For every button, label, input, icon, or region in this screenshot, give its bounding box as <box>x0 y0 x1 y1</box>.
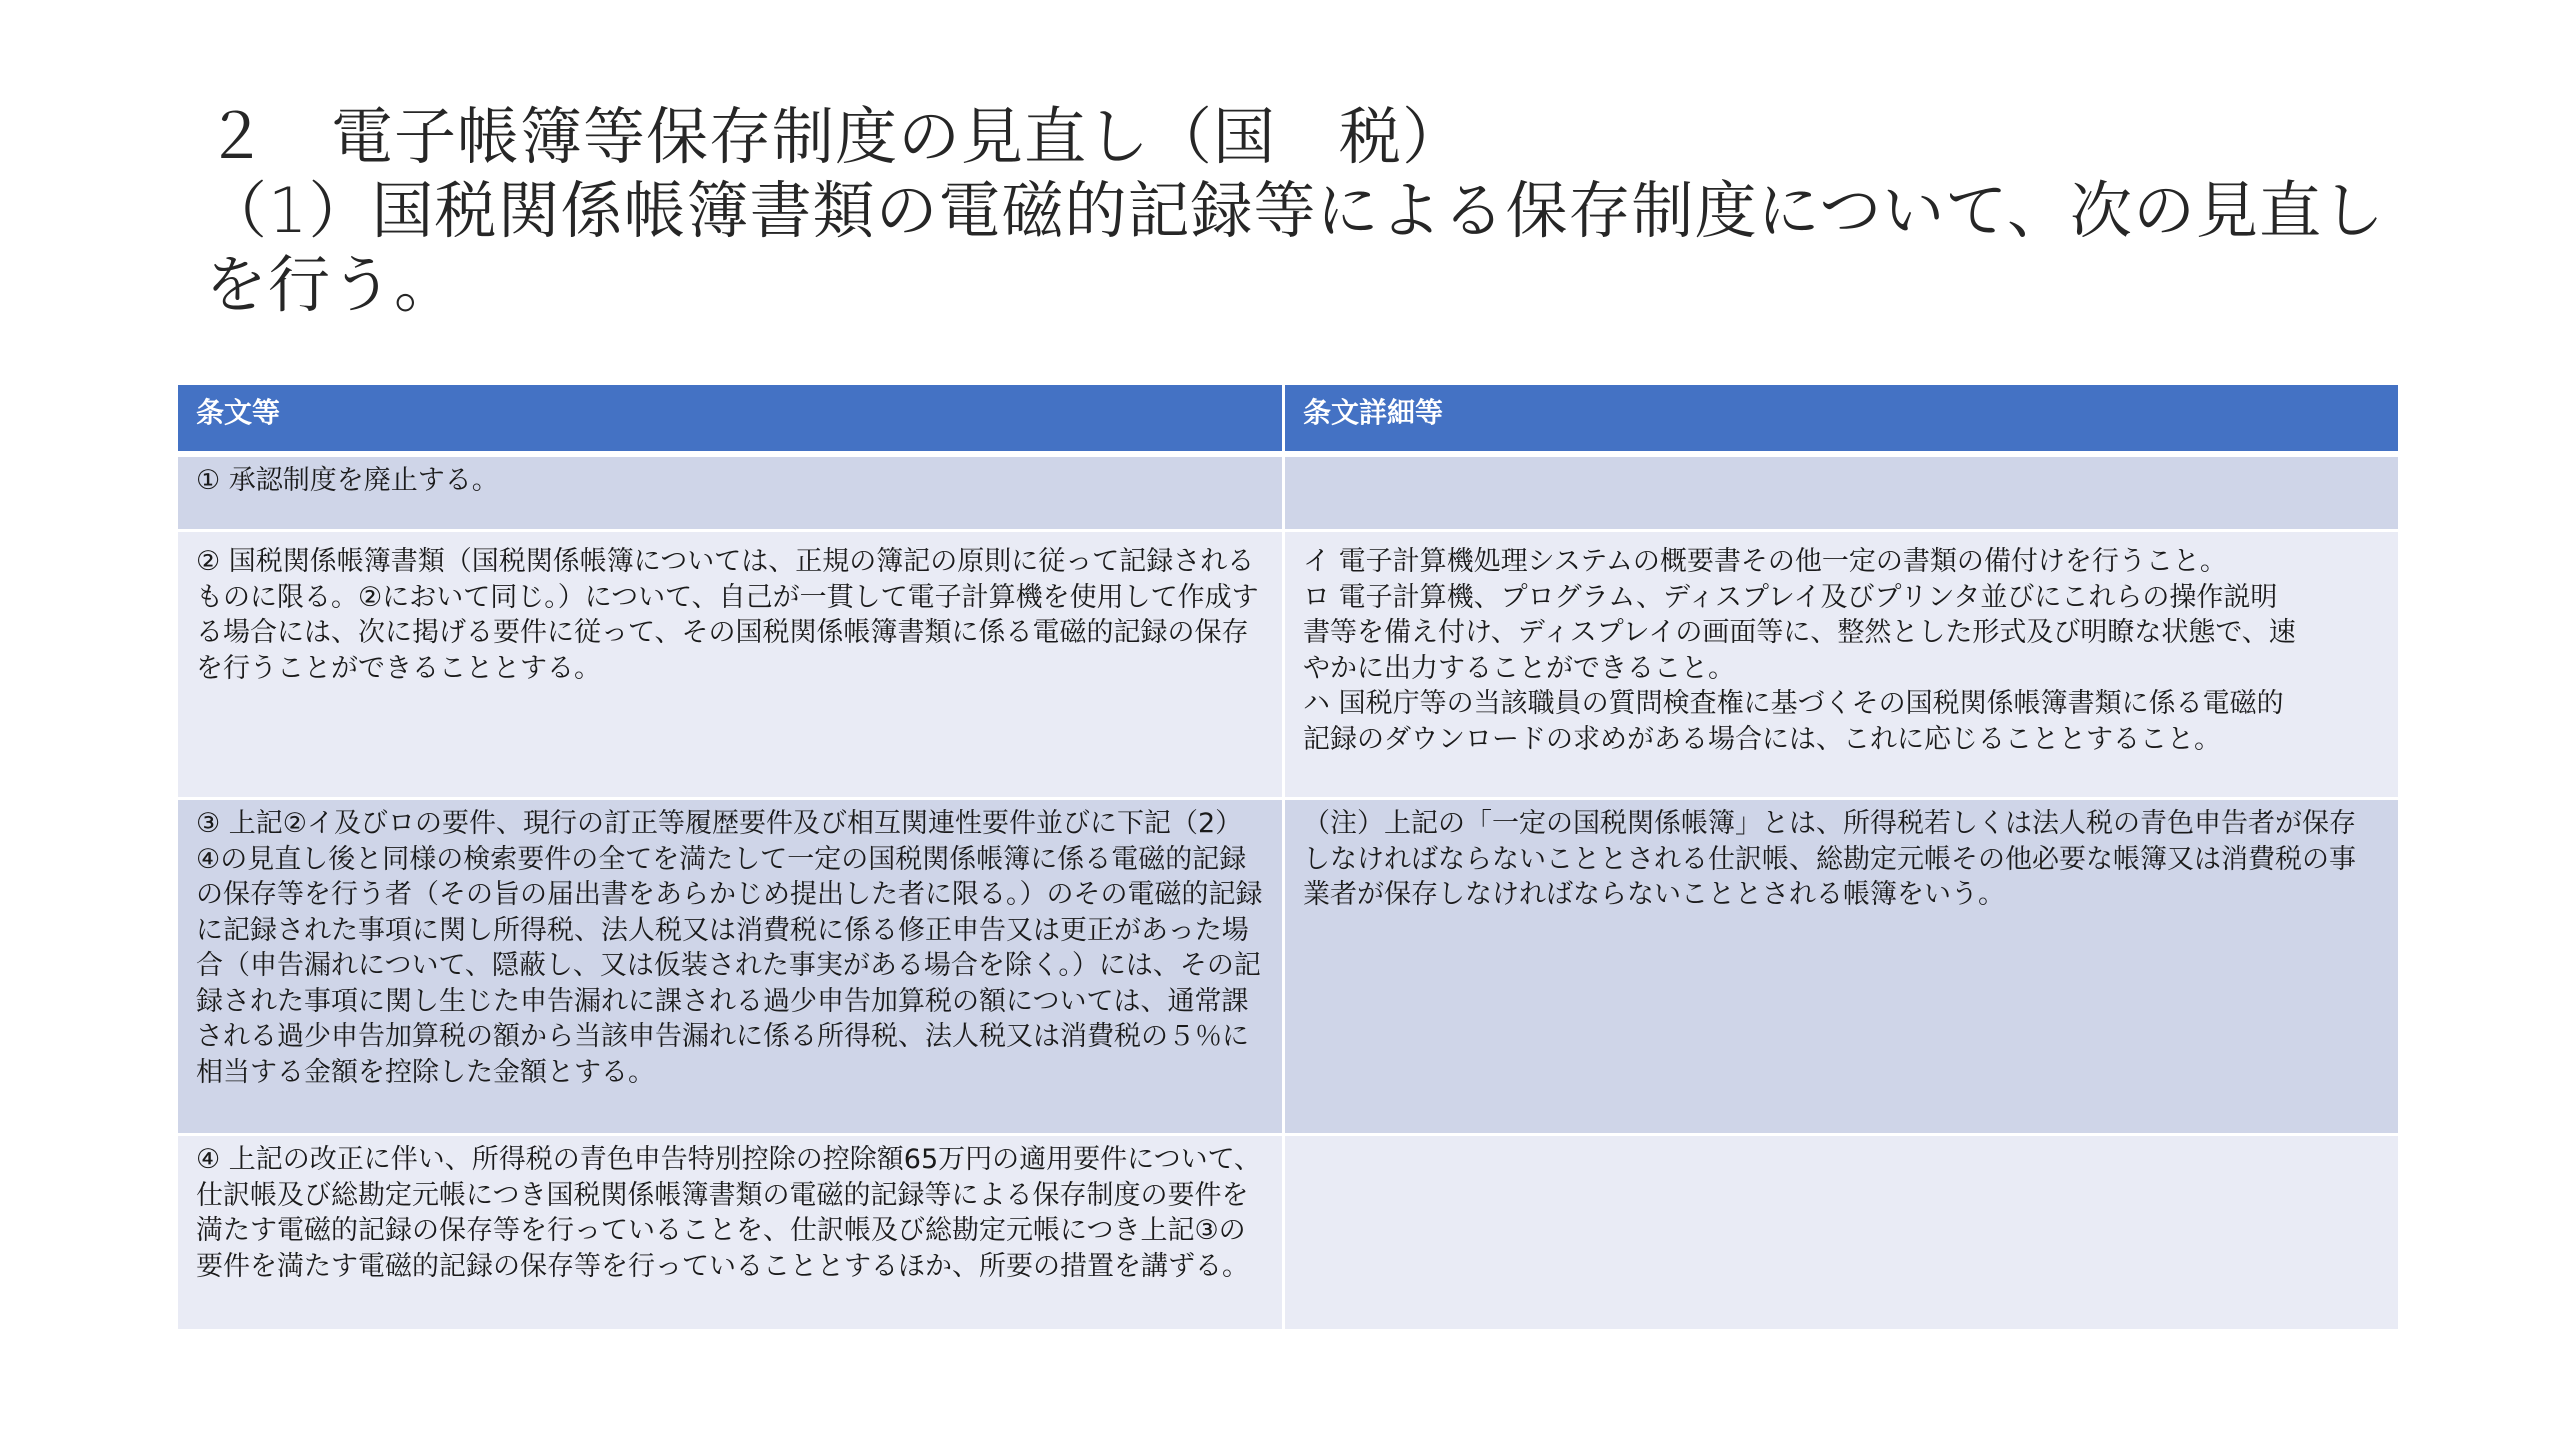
row-4-detail <box>1285 1136 2398 1332</box>
table-row <box>178 800 2398 1136</box>
slide-title <box>205 100 2445 322</box>
header-provision-detail: 条文詳細等 <box>1285 385 2398 457</box>
table-row <box>178 457 2398 532</box>
table-row <box>178 1136 2398 1332</box>
row-2-detail: イ 電子計算機処理システムの概要書その他一定の書類の備付けを行うこと。 ロ 電子計算機、プログラム、ディスプレイ及びプリンタ並びにこれらの操作説明書等を備え付け、ディスプレイの画面等に、整然とした形式及び明瞭な状態で、速やかに出力することができること。 ハ 国税庁等の当該職員の質問検査権に基づくその国税関係帳簿書類に係る電磁的記録のダウンロードの求めがある場合には、これに応じることとすること。 <box>1285 532 2398 800</box>
row-4-provision: ④ 上記の改正に伴い、所得税の青色申告特別控除の控除額65万円の適用要件について、仕訳帳及び総勘定元帳につき国税関係帳簿書類の電磁的記録等による保存制度の要件を満たす電磁的記録の保存等を行っていることを、仕訳帳及び総勘定元帳につき上記③の要件を満たす電磁的記録の保存等を行っていることとするほか、所要の措置を講ずる。 <box>178 1136 1285 1332</box>
row-2-provision: ② 国税関係帳簿書類（国税関係帳簿については、正規の簿記の原則に従って記録されるものに限る。②において同じ。）について、自己が一貫して電子計算機を使用して作成する場合には、次に掲げる要件に従って、その国税関係帳簿書類に係る電磁的記録の保存を行うことができることとする。 <box>178 532 1285 800</box>
header-provision: 条文等 <box>178 385 1285 457</box>
row-3-provision: ③ 上記②イ及びロの要件、現行の訂正等履歴要件及び相互関連性要件並びに下記（2）④の見直し後と同様の検索要件の全てを満たして一定の国税関係帳簿に係る電磁的記録の保存等を行う者（その旨の届出書をあらかじめ提出した者に限る。）のその電磁的記録に記録された事項に関し所得税、法人税又は消費税に係る修正申告又は更正があった場合（申告漏れについて、隠蔽し、又は仮装された事実がある場合を除く。）には、その記録された事項に関し生じた申告漏れに課される過少申告加算税の額については、通常課される過少申告加算税の額から当該申告漏れに係る所得税、法人税又は消費税の５％に相当する金額を控除した金額とする。 <box>178 800 1285 1136</box>
table-header-row <box>178 385 2398 457</box>
row-1-provision: ① 承認制度を廃止する。 <box>178 457 1285 532</box>
table-row <box>178 532 2398 800</box>
title-line-2: （1）国税関係帳簿書類の電磁的記録等による保存制度について、次の見直しを行う。 <box>205 174 2385 321</box>
provisions-table <box>178 385 2398 1332</box>
row-1-detail <box>1285 457 2398 532</box>
title-line-1: ２ 電子帳簿等保存制度の見直し（国 税） <box>205 100 1466 173</box>
row-3-detail: （注）上記の「一定の国税関係帳簿」とは、所得税若しくは法人税の青色申告者が保存しなければならないこととされる仕訳帳、総勘定元帳その他必要な帳簿又は消費税の事業者が保存しなければならないこととされる帳簿をいう。 <box>1285 800 2398 1136</box>
